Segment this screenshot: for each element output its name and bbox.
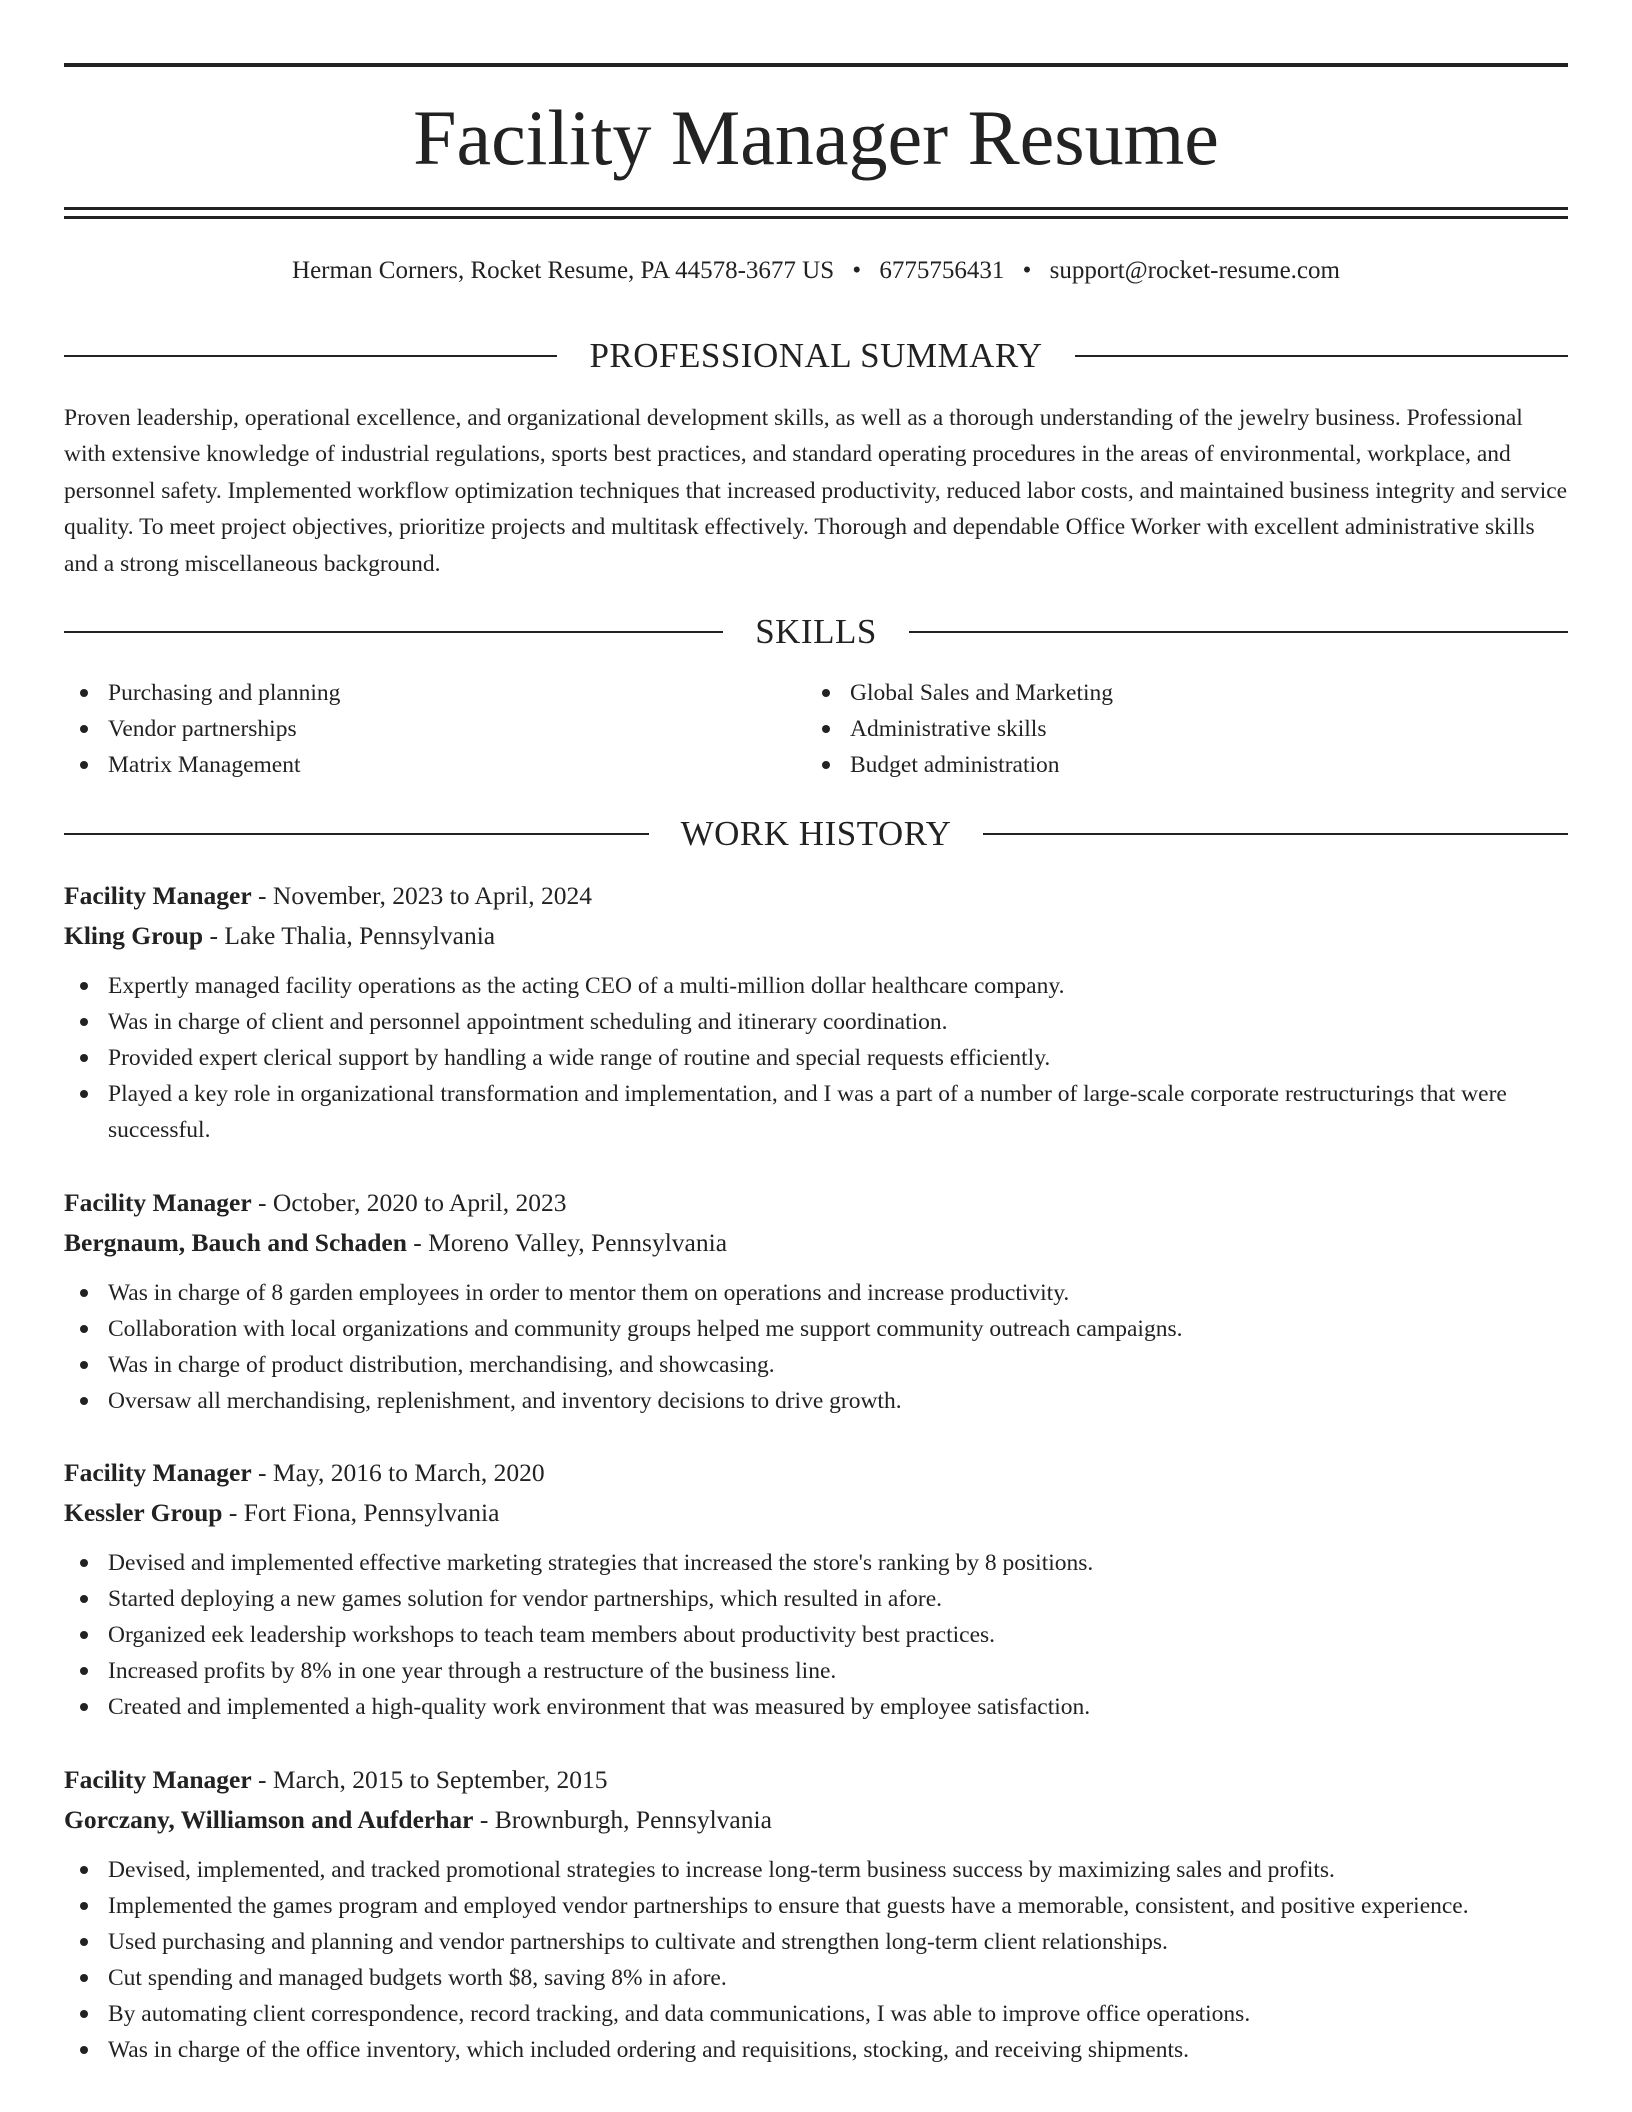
section-rule-left (64, 631, 723, 633)
job-company-line (64, 1223, 1568, 1263)
job-duty-item: Collaboration with local organizations and community groups helped me support community outreach campaigns. (64, 1311, 1568, 1347)
job-duty-item: Devised, implemented, and tracked promotional strategies to increase long-term business success by maximizing sales and profits. (64, 1852, 1568, 1888)
skill-item: Administrative skills (806, 711, 1568, 747)
job-duty-item: Was in charge of the office inventory, which included ordering and requisitions, stocking, and receiving shipments. (64, 2032, 1568, 2068)
contact-line (64, 254, 1568, 288)
job-duty-item: Organized eek leadership workshops to teach team members about productivity best practices. (64, 1617, 1568, 1653)
section-header-skills (64, 610, 1568, 654)
section-rule-right (1075, 355, 1568, 357)
job-dates: - May, 2016 to March, 2020 (251, 1458, 545, 1487)
job-company-line (64, 1493, 1568, 1533)
job-duty-item: Played a key role in organizational transformation and implementation, and I was a part of a number of large-scale corporate restructurings that were successful. (64, 1076, 1568, 1148)
job-company: Gorczany, Williamson and Aufderhar (64, 1805, 474, 1834)
job-duties (64, 1852, 1568, 2068)
job-duty-item: Created and implemented a high-quality work environment that was measured by employee satisfaction. (64, 1689, 1568, 1725)
section-rule-right (909, 631, 1568, 633)
section-header-summary (64, 334, 1568, 378)
job-duty-item: Was in charge of client and personnel appointment scheduling and itinerary coordination. (64, 1004, 1568, 1040)
skill-item: Global Sales and Marketing (806, 675, 1568, 711)
page-title: Facility Manager Resume (413, 94, 1219, 181)
job-duty-item: Devised and implemented effective marketing strategies that increased the store's ranking by 8 positions. (64, 1545, 1568, 1581)
job-title: Facility Manager (64, 881, 252, 910)
job-dates: - October, 2020 to April, 2023 (251, 1188, 567, 1217)
job-duty-item: Started deploying a new games solution for vendor partnerships, which resulted in afore. (64, 1581, 1568, 1617)
job-title-line (64, 1183, 1568, 1223)
job-dates: - November, 2023 to April, 2024 (251, 881, 593, 910)
professional-summary: Proven leadership, operational excellence, and organizational development skills, as well as a thorough understanding of the jewelry business. Professional with extensive knowledge of industrial regulations, sports best practices, and standard operating procedures in the areas of environmental, workplace, and personnel safety. Implemented workflow optimization techniques that increased productivity, reduced labor costs, and maintained business integrity and service quality. To meet project objectives, prioritize projects and multitask effectively. Thorough and dependable Office Worker with excellent administrative skills and a strong miscellaneous background. (64, 405, 1568, 577)
job-company: Kessler Group (64, 1498, 223, 1527)
section-title: SKILLS (755, 612, 877, 651)
job-company-line (64, 916, 1568, 956)
job-duties (64, 968, 1568, 1148)
job-title-line (64, 1453, 1568, 1493)
section-title: PROFESSIONAL SUMMARY (589, 336, 1043, 375)
contact-phone: 6775756431 (879, 257, 1005, 284)
section-rule-left (64, 833, 649, 835)
skill-item: Matrix Management (64, 747, 806, 783)
job-title: Facility Manager (64, 1765, 252, 1794)
job-duty-item: Used purchasing and planning and vendor partnerships to cultivate and strengthen long-term client relationships. (64, 1924, 1568, 1960)
job-duty-item: Cut spending and managed budgets worth $8, saving 8% in afore. (64, 1960, 1568, 1996)
job-duties (64, 1275, 1568, 1419)
job-duties (64, 1545, 1568, 1725)
job-duty-item: Expertly managed facility operations as the acting CEO of a multi-million dollar healthcare company. (64, 968, 1568, 1004)
section-title: WORK HISTORY (680, 814, 952, 853)
section-header-work-history (64, 812, 1568, 856)
contact-email: support@rocket-resume.com (1049, 257, 1340, 284)
job-location: - Fort Fiona, Pennsylvania (222, 1498, 500, 1527)
job-location: - Brownburgh, Pennsylvania (473, 1805, 772, 1834)
job-location: - Lake Thalia, Pennsylvania (203, 921, 496, 950)
skill-item: Budget administration (806, 747, 1568, 783)
job-location: - Moreno Valley, Pennsylvania (406, 1228, 728, 1257)
contact-separator: • (1022, 257, 1032, 284)
job-company: Kling Group (64, 921, 204, 950)
job-title-line (64, 876, 1568, 916)
skills-column-right (806, 675, 1568, 783)
work-entry (64, 1760, 1568, 2068)
skills-column-left (64, 675, 806, 783)
section-rule-left (64, 355, 557, 357)
job-duty-item: Was in charge of product distribution, merchandising, and showcasing. (64, 1347, 1568, 1383)
job-duty-item: Implemented the games program and employed vendor partnerships to ensure that guests have a memorable, consistent, and positive experience. (64, 1888, 1568, 1924)
job-duty-item: Provided expert clerical support by handling a wide range of routine and special requests efficiently. (64, 1040, 1568, 1076)
skill-item: Purchasing and planning (64, 675, 806, 711)
contact-separator: • (852, 257, 862, 284)
work-entry (64, 876, 1568, 1148)
skill-item: Vendor partnerships (64, 711, 806, 747)
job-company: Bergnaum, Bauch and Schaden (64, 1228, 407, 1257)
job-dates: - March, 2015 to September, 2015 (251, 1765, 608, 1794)
job-duty-item: Oversaw all merchandising, replenishment, and inventory decisions to drive growth. (64, 1383, 1568, 1419)
top-divider (64, 63, 1568, 67)
skills-list (64, 675, 1568, 783)
job-company-line (64, 1800, 1568, 1840)
work-entry (64, 1183, 1568, 1419)
job-title: Facility Manager (64, 1458, 252, 1487)
job-title: Facility Manager (64, 1188, 252, 1217)
contact-address: Herman Corners, Rocket Resume, PA 44578-3677 US (292, 257, 835, 284)
job-duty-item: By automating client correspondence, record tracking, and data communications, I was able to improve office operations. (64, 1996, 1568, 2032)
job-duty-item: Increased profits by 8% in one year through a restructure of the business line. (64, 1653, 1568, 1689)
job-duty-item: Was in charge of 8 garden employees in order to mentor them on operations and increase productivity. (64, 1275, 1568, 1311)
title-double-divider (64, 207, 1568, 219)
section-rule-right (983, 833, 1568, 835)
work-entry (64, 1453, 1568, 1725)
job-title-line (64, 1760, 1568, 1800)
